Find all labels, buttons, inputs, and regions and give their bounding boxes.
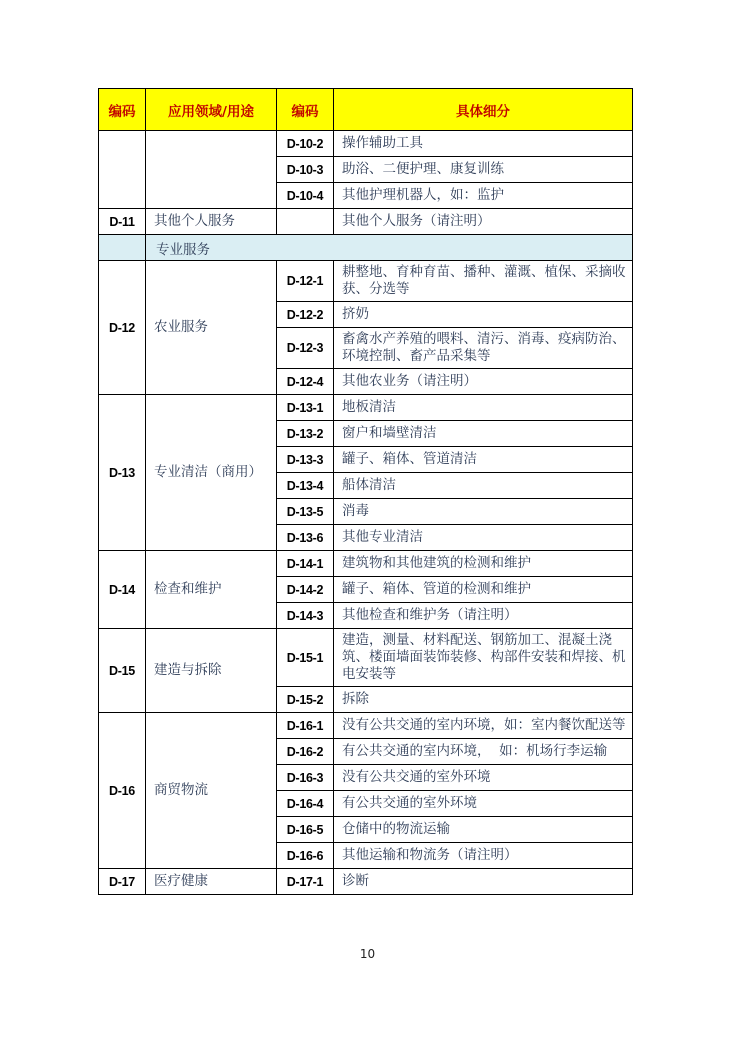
group-name-cell: 农业服务 — [146, 261, 277, 395]
group-name-cell: 其他个人服务 — [146, 209, 277, 235]
item-detail-cell: 仓储中的物流运输 — [334, 817, 633, 843]
item-code-cell: D-14-1 — [277, 551, 334, 577]
group-code-cell: D-11 — [99, 209, 146, 235]
column-header-code-2: 编码 — [277, 89, 334, 131]
item-detail-cell: 没有公共交通的室外环境 — [334, 765, 633, 791]
group-code-cell — [99, 131, 146, 209]
section-row — [99, 235, 633, 261]
page-number: 10 — [359, 947, 376, 961]
item-detail-cell: 其他个人服务（请注明） — [334, 209, 633, 235]
header-row — [99, 89, 633, 131]
column-header-field: 应用领域/用途 — [146, 89, 277, 131]
item-code-cell: D-12-2 — [277, 302, 334, 328]
column-header-code-1: 编码 — [99, 89, 146, 131]
item-code-cell: D-16-4 — [277, 791, 334, 817]
section-left-cell — [99, 235, 146, 261]
item-code-cell: D-10-2 — [277, 131, 334, 157]
item-code-cell: D-13-1 — [277, 395, 334, 421]
item-detail-cell: 助浴、二便护理、康复训练 — [334, 157, 633, 183]
item-code-cell: D-13-4 — [277, 473, 334, 499]
table-row — [99, 713, 633, 739]
table-row — [99, 869, 633, 895]
item-detail-cell: 建造，测量、材料配送、钢筋加工、混凝土浇筑、楼面墙面装饰装修、构部件安装和焊接、机电安装等 — [334, 629, 633, 687]
item-code-cell: D-15-2 — [277, 687, 334, 713]
item-code-cell: D-12-4 — [277, 369, 334, 395]
column-header-detail: 具体细分 — [334, 89, 633, 131]
group-code-cell: D-12 — [99, 261, 146, 395]
table-row — [99, 209, 633, 235]
group-code-cell: D-14 — [99, 551, 146, 629]
item-detail-cell: 其他农业务（请注明） — [334, 369, 633, 395]
item-detail-cell: 窗户和墙壁清洁 — [334, 421, 633, 447]
item-detail-cell: 有公共交通的室内环境， 如：机场行李运输 — [334, 739, 633, 765]
item-code-cell: D-16-2 — [277, 739, 334, 765]
item-detail-cell: 消毒 — [334, 499, 633, 525]
item-code-cell: D-14-3 — [277, 603, 334, 629]
group-code-cell: D-15 — [99, 629, 146, 713]
item-detail-cell: 罐子、箱体、管道清洁 — [334, 447, 633, 473]
item-code-cell — [277, 209, 334, 235]
classification-table-body — [99, 131, 633, 895]
table-header — [99, 89, 633, 131]
group-name-cell: 医疗健康 — [146, 869, 277, 895]
item-code-cell: D-16-5 — [277, 817, 334, 843]
group-name-cell: 专业清洁（商用） — [146, 395, 277, 551]
classification-table — [98, 88, 633, 895]
item-code-cell: D-16-6 — [277, 843, 334, 869]
item-code-cell: D-10-4 — [277, 183, 334, 209]
group-name-cell: 商贸物流 — [146, 713, 277, 869]
group-name-cell — [146, 131, 277, 209]
item-detail-cell: 畜禽水产养殖的喂料、清污、消毒、疫病防治、环境控制、畜产品采集等 — [334, 328, 633, 369]
item-code-cell: D-13-5 — [277, 499, 334, 525]
item-detail-cell: 罐子、箱体、管道的检测和维护 — [334, 577, 633, 603]
item-detail-cell: 建筑物和其他建筑的检测和维护 — [334, 551, 633, 577]
item-detail-cell: 诊断 — [334, 869, 633, 895]
item-detail-cell: 其他运输和物流务（请注明） — [334, 843, 633, 869]
item-code-cell: D-10-3 — [277, 157, 334, 183]
item-detail-cell: 地板清洁 — [334, 395, 633, 421]
item-code-cell: D-16-3 — [277, 765, 334, 791]
table-row — [99, 629, 633, 687]
group-name-cell: 建造与拆除 — [146, 629, 277, 713]
table-row — [99, 551, 633, 577]
item-code-cell: D-12-3 — [277, 328, 334, 369]
table-row — [99, 395, 633, 421]
item-detail-cell: 操作辅助工具 — [334, 131, 633, 157]
group-code-cell: D-17 — [99, 869, 146, 895]
section-title: 专业服务 — [146, 235, 633, 261]
table-row — [99, 261, 633, 302]
item-code-cell: D-16-1 — [277, 713, 334, 739]
item-detail-cell: 有公共交通的室外环境 — [334, 791, 633, 817]
table-row — [99, 131, 633, 157]
item-detail-cell: 船体清洁 — [334, 473, 633, 499]
group-code-cell: D-16 — [99, 713, 146, 869]
item-detail-cell: 其他护理机器人，如：监护 — [334, 183, 633, 209]
item-code-cell: D-15-1 — [277, 629, 334, 687]
item-code-cell: D-13-3 — [277, 447, 334, 473]
item-code-cell: D-14-2 — [277, 577, 334, 603]
item-code-cell: D-13-6 — [277, 525, 334, 551]
item-detail-cell: 挤奶 — [334, 302, 633, 328]
item-code-cell: D-12-1 — [277, 261, 334, 302]
group-code-cell: D-13 — [99, 395, 146, 551]
group-name-cell: 检查和维护 — [146, 551, 277, 629]
item-detail-cell: 其他检查和维护务（请注明） — [334, 603, 633, 629]
item-code-cell: D-17-1 — [277, 869, 334, 895]
item-code-cell: D-13-2 — [277, 421, 334, 447]
item-detail-cell: 其他专业清洁 — [334, 525, 633, 551]
item-detail-cell: 没有公共交通的室内环境，如：室内餐饮配送等 — [334, 713, 633, 739]
item-detail-cell: 耕整地、育种育苗、播种、灌溉、植保、采摘收获、分选等 — [334, 261, 633, 302]
item-detail-cell: 拆除 — [334, 687, 633, 713]
